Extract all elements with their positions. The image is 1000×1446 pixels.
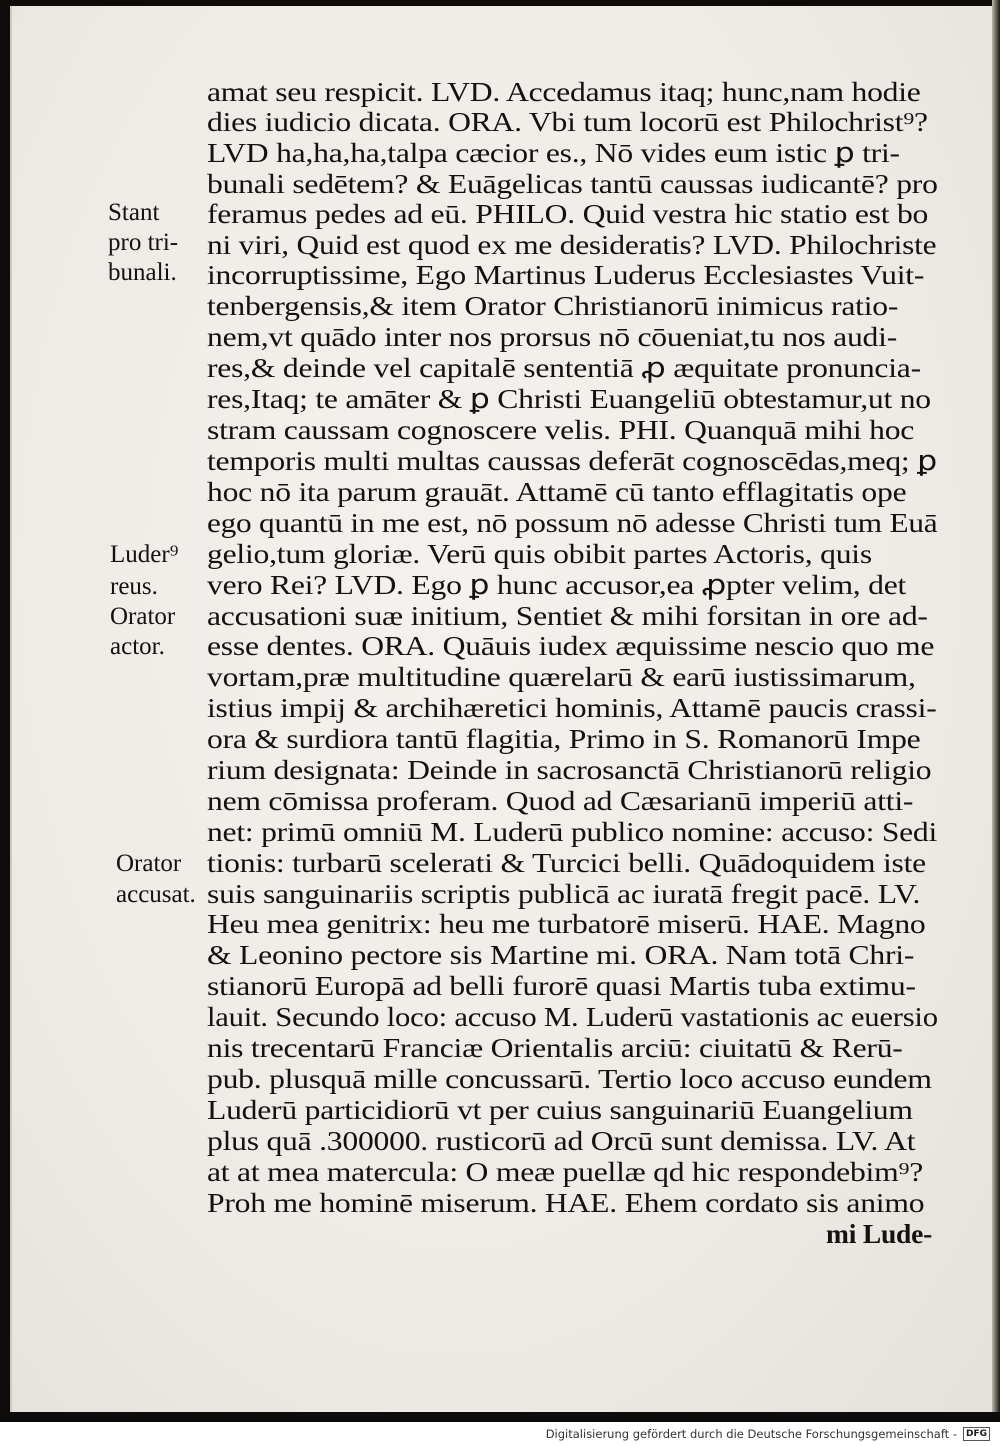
text-line: plus quā .300000. rusticorū ad Orcū sunt demissa. LV. At xyxy=(207,1125,916,1156)
page-edge-shadow xyxy=(992,0,1000,1422)
text-line: Luderū particidiorū vt per cuius sanguinariū Euangelium xyxy=(207,1094,913,1125)
text-line: temporis multi multas caussas deferāt cognoscēdas,meq; ꝑ xyxy=(207,445,937,476)
text-line: gelio,tum gloriæ. Verū quis obibit partes Actoris, quis xyxy=(207,538,872,569)
footer-text: Digitalisierung gefördert durch die Deutsche Forschungsgemeinschaft - xyxy=(545,1427,957,1441)
text-line: dies iudicio dicata. ORA. Vbi tum locorū est Philochrist⁹? xyxy=(207,106,928,137)
text-line: incorruptissime, Ego Martinus Luderus Ecclesiastes Vuit- xyxy=(207,259,925,290)
text-line: tenbergensis,& item Orator Christianorū inimicus ratio- xyxy=(207,290,899,321)
text-line: stram caussam cognoscere velis. PHI. Quanquā mihi hoc xyxy=(207,414,915,445)
text-line: nem,vt quādo inter nos prorsus nō cōueniat,tu nos audi- xyxy=(207,321,898,352)
margin-line: Stant xyxy=(108,199,160,226)
text-line: ego quantū in me est, nō possum nō adesse Christi tum Euā xyxy=(207,507,938,538)
text-line: esse dentes. ORA. Quāuis iudex æquissime nescio quo me xyxy=(207,630,935,661)
text-line: hoc nō ita parum grauāt. Attamē cū tanto efflagitatis ope xyxy=(207,476,907,507)
margin-line: bunali. xyxy=(108,259,177,286)
text-line: & Leonino pectore sis Martine mi. ORA. Nam totā Chri- xyxy=(207,939,915,970)
text-line: rium designata: Deinde in sacrosanctā Christianorū religio xyxy=(207,754,932,785)
margin-line: pro tri- xyxy=(108,229,179,256)
dfg-logo: DFG xyxy=(963,1427,990,1441)
margin-line: Orator xyxy=(116,850,182,877)
text-line: tionis: turbarū scelerati & Turcici belli. Quādoquidem iste xyxy=(207,847,926,878)
text-line: vero Rei? LVD. Ego ꝑ hunc accusor,ea ꝓpter velim, det xyxy=(207,569,907,600)
text-line: net: primū omniū M. Luderū publico nomine: accuso: Sedi xyxy=(207,816,938,847)
margin-line: Luder⁹ xyxy=(110,541,179,568)
text-line: lauit. Secundo loco: accuso M. Luderū vastationis ac euersio xyxy=(207,1001,938,1032)
text-line: res,Itaq; te amāter & ꝑ Christi Euangeliū obtestamur,ut no xyxy=(207,383,931,414)
text-line: Heu mea genitrix: heu me turbatorē miserū. HAE. Magno xyxy=(207,908,926,939)
text-line: at at mea matercula: O meæ puellæ qd hic respondebim⁹? xyxy=(207,1156,924,1187)
catchword: mi Lude- xyxy=(826,1218,933,1249)
text-line: pub. plusquā mille concussarū. Tertio loco accuso eundem xyxy=(207,1063,932,1094)
text-line: nis trecentarū Franciæ Orientalis arciū: ciuitatū & Rerū- xyxy=(207,1032,903,1063)
text-line: res,& deinde vel capitalē sententiā ꝓ æquitate pronuncia- xyxy=(207,352,921,383)
text-line: ni viri, Quid est quod ex me desideratis? LVD. Philochriste xyxy=(207,229,937,260)
margin-line: accusat. xyxy=(116,881,196,908)
margin-line: reus. xyxy=(110,573,158,600)
digitization-footer xyxy=(546,1424,990,1444)
text-line: nem cōmissa proferam. Quod ad Cæsarianū imperiū atti- xyxy=(207,785,914,816)
text-line: suis sanguinariis scriptis publicā ac iuratā fregit pacē. LV. xyxy=(207,878,921,909)
page-bottom-border xyxy=(0,1412,1000,1422)
margin-line: actor. xyxy=(110,633,165,660)
text-line: bunali sedētem? & Euāgelicas tantū caussas iudicantē? pro xyxy=(207,168,938,199)
text-line: stianorū Europā ad belli furorē quasi Martis tuba extimu- xyxy=(207,970,916,1001)
text-line: accusationi suæ initium, Sentiet & mihi forsitan in ore ad- xyxy=(207,600,928,631)
text-line: ora & surdiora tantū flagitia, Primo in S. Romanorū Impe xyxy=(207,723,921,754)
margin-line: Orator xyxy=(110,603,176,630)
text-line: LVD ha,ha,ha,talpa cæcior es., Nō vides eum istic ꝑ tri- xyxy=(207,137,900,168)
text-line: Proh me hominē miserum. HAE. Ehem cordato sis animo xyxy=(207,1187,925,1218)
text-line: amat seu respicit. LVD. Accedamus itaq; hunc,nam hodie xyxy=(207,76,921,107)
text-line: feramus pedes ad eū. PHILO. Quid vestra hic statio est bo xyxy=(207,198,929,229)
text-line: istius impij & archihæretici hominis, Attamē paucis crassi- xyxy=(207,692,937,723)
text-line: vortam,præ multitudine quærelarū & earū iustissimarum, xyxy=(207,661,916,692)
